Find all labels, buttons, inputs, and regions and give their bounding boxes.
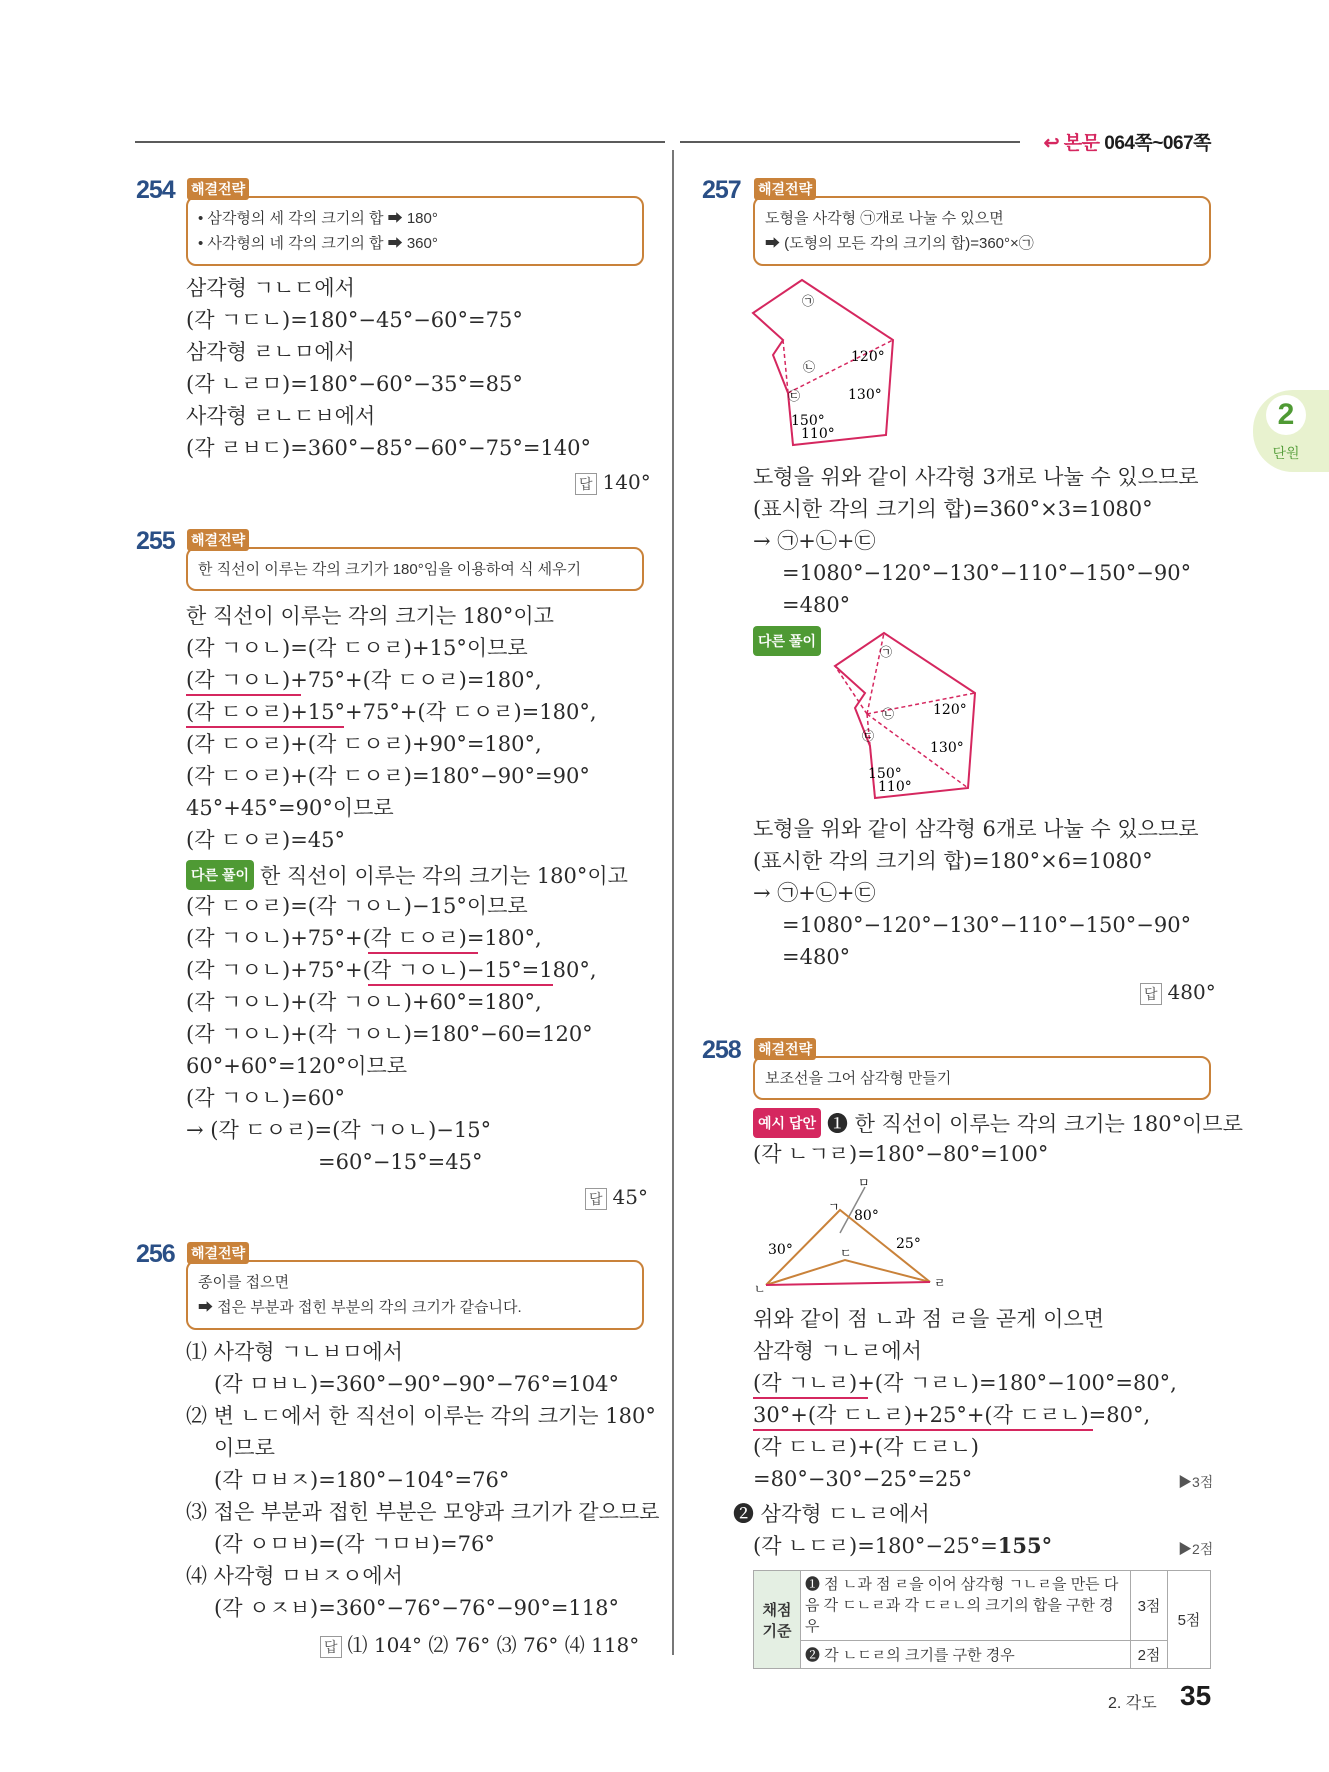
solution-line: (각 ㄱㄷㄴ)=180°−45°−60°=75° <box>186 308 523 332</box>
solution-line: 삼각형 ㄹㄴㅁ에서 <box>186 340 355 364</box>
strategy-box <box>186 196 644 266</box>
auxiliary-line <box>766 1282 930 1285</box>
answer-label: 답 <box>320 1636 342 1658</box>
figure-concave-quadrilateral <box>750 1175 950 1295</box>
solution-line: ⑶ 접은 부분과 접힌 부분은 모양과 크기가 같으므로 <box>186 1500 660 1524</box>
header-rule-right <box>680 141 1020 143</box>
solution-line: 45°+45°=90°이므로 <box>186 796 394 820</box>
alt-solution-tag: 다른 풀이 <box>186 860 254 890</box>
dashed-divider <box>867 714 875 798</box>
strategy-line: 보조선을 그어 삼각형 만들기 <box>765 1070 952 1087</box>
solution-line: ⑵ 변 ㄴㄷ에서 한 직선이 이루는 각의 크기는 180° <box>186 1404 656 1428</box>
unit-number: 2 <box>1266 395 1306 435</box>
solution-line: 이므로 <box>214 1436 275 1460</box>
score-marker: ▶3점 <box>1178 1474 1214 1490</box>
solution-line: (각 ㄷㅇㄹ)+(각 ㄷㅇㄹ)=180°−90°=90° <box>186 764 590 788</box>
strategy-line: 도형을 사각형 ㉠개로 나눌 수 있으면 <box>765 210 1004 227</box>
solution-line: (각 ㄱㅇㄴ)=60° <box>186 1086 346 1110</box>
solution-line: (표시한 각의 크기의 합)=180°×6=1080° <box>753 849 1153 873</box>
solution-line: (각 ㄱㅇㄴ)+75°+(각 ㄷㅇㄹ)=180°, <box>186 668 542 692</box>
solution-line: 삼각형 ㄱㄴㄷ에서 <box>186 276 355 300</box>
fig-label: 110° <box>878 779 912 795</box>
answer-label: 답 <box>1140 983 1162 1005</box>
step-1-text: ❶ 한 직선이 이루는 각의 크기는 180°이므로 <box>827 1112 1243 1136</box>
answer <box>575 470 651 495</box>
fig-label: ㄱ <box>828 1200 840 1214</box>
grading-score: 3점 <box>1131 1571 1168 1641</box>
strategy-line: • 삼각형의 세 각의 크기의 합 ➡ 180° <box>198 210 438 227</box>
fig-label: ㅁ <box>858 1176 870 1190</box>
figure-quadrilaterals <box>748 275 908 455</box>
solution-line: (각 ㄱㅇㄴ)+(각 ㄱㅇㄴ)+60°=180°, <box>186 990 542 1014</box>
solution-line: 도형을 위와 같이 사각형 3개로 나눌 수 있으므로 <box>753 465 1199 489</box>
strategy-tag: 해결전략 <box>754 1038 816 1060</box>
answer <box>1140 980 1216 1005</box>
fig-label: ㄴ <box>754 1282 766 1295</box>
fig-label: ㉠ <box>880 645 893 659</box>
fig-label: ㉡ <box>882 707 895 721</box>
fig-label: 130° <box>930 740 964 756</box>
answer-label: 답 <box>585 1188 607 1210</box>
answer <box>320 1629 639 1658</box>
return-arrow-icon: ↩ <box>1043 133 1059 154</box>
solution-line: =480° <box>782 593 851 617</box>
strategy-line: ➡ 접은 부분과 접힌 부분의 각의 크기가 같습니다. <box>198 1299 522 1316</box>
solution-line: ⑴ 사각형 ㄱㄴㅂㅁ에서 <box>186 1340 403 1364</box>
solution-line: =80°−30°−25°=25° <box>753 1467 973 1491</box>
reference-prefix: 본문 <box>1063 133 1100 154</box>
answer-value: 140° <box>602 470 651 494</box>
strategy-tag: 해결전략 <box>187 529 249 551</box>
highlight-underline <box>753 1429 1093 1431</box>
header-rule-left <box>135 141 665 143</box>
page-number: 35 <box>1180 1680 1212 1711</box>
final-line <box>753 1532 1052 1560</box>
solution-line: (각 ㄷㅇㄹ)+(각 ㄷㅇㄹ)+90°=180°, <box>186 732 542 756</box>
textbook-page-reference <box>1044 128 1211 155</box>
grading-label: 채점 기준 <box>754 1571 801 1669</box>
final-value: 155° <box>997 1533 1053 1558</box>
alt-line-text: 한 직선이 이루는 각의 크기는 180°이고 <box>260 864 628 888</box>
fig-label: 130° <box>848 387 882 403</box>
score-marker: ▶2점 <box>1178 1541 1214 1557</box>
strategy-line: 한 직선이 이루는 각의 크기가 180°임을 이용하여 식 세우기 <box>198 561 582 578</box>
solution-line: 60°+60°=120°이므로 <box>186 1054 408 1078</box>
fig-label: 150° <box>791 413 825 429</box>
fig-label: 80° <box>854 1208 879 1224</box>
step-2-line: ❷ 삼각형 ㄷㄴㄹ에서 <box>733 1502 930 1526</box>
solution-line: (각 ㅁㅂㄴ)=360°−90°−90°−76°=104° <box>214 1372 620 1396</box>
solution-line: (각 ㄱㅇㄴ)+75°+(각 ㄷㅇㄹ)=180°, <box>186 926 542 950</box>
strategy-line: ➡ (도형의 모든 각의 크기의 합)=360°×㉠ <box>765 235 1034 252</box>
solution-line: 도형을 위와 같이 삼각형 6개로 나눌 수 있으므로 <box>753 817 1199 841</box>
solution-line: =480° <box>782 945 851 969</box>
strategy-box <box>753 196 1211 266</box>
solution-line: (각 ㄱㅇㄴ)+(각 ㄱㅇㄴ)=180°−60=120° <box>186 1022 593 1046</box>
alt-solution-tag: 다른 풀이 <box>753 626 821 656</box>
highlight-underline <box>186 694 301 696</box>
answer-value: ⑴ 104° ⑵ 76° ⑶ 76° ⑷ 118° <box>347 1633 640 1657</box>
solution-line: (각 ㄷㄴㄹ)+(각 ㄷㄹㄴ) <box>753 1435 980 1459</box>
strategy-line: • 사각형의 네 각의 크기의 합 ➡ 360° <box>198 235 438 252</box>
solution-line: (각 ㅇㅁㅂ)=(각 ㄱㅁㅂ)=76° <box>214 1532 495 1556</box>
strategy-line: 종이를 접으면 <box>198 1274 290 1291</box>
solution-line: (각 ㄷㅇㄹ)=(각 ㄱㅇㄴ)−15°이므로 <box>186 894 528 918</box>
reference-range: 064쪽~067쪽 <box>1104 133 1211 154</box>
solution-line: (각 ㄷㅇㄹ)=45° <box>186 828 346 852</box>
fig-label: ㄷ <box>840 1246 852 1260</box>
answer-label: 답 <box>575 473 597 495</box>
strategy-tag: 해결전략 <box>187 178 249 200</box>
solution-line: (각 ㅁㅂㅈ)=180°−104°=76° <box>214 1468 510 1492</box>
example-answer-tag: 예시 답안 <box>753 1108 821 1138</box>
problem-number: 254 <box>136 176 175 204</box>
fig-label: ㉠ <box>802 294 815 308</box>
problem-number: 255 <box>136 527 175 555</box>
solution-line: → (각 ㄷㅇㄹ)=(각 ㄱㅇㄴ)−15° <box>186 1118 492 1142</box>
fig-label: ㉢ <box>788 389 801 403</box>
figure-triangles <box>830 628 990 808</box>
alt-solution-line <box>753 626 827 656</box>
solution-line: =60°−15°=45° <box>318 1150 483 1174</box>
answer-value: 480° <box>1167 980 1216 1004</box>
answer-value: 45° <box>612 1185 648 1209</box>
strategy-box <box>753 1056 1211 1100</box>
alt-solution-line <box>186 860 628 890</box>
solution-line: (각 ㄴㄹㅁ)=180°−60°−35°=85° <box>186 372 523 396</box>
fig-label: 120° <box>851 349 885 365</box>
step-1-line <box>753 1108 1243 1138</box>
solution-line: → ㉠+㉡+㉢ <box>753 881 876 905</box>
fig-label: 30° <box>768 1242 793 1258</box>
fig-label: ㉡ <box>803 360 816 374</box>
solution-line: 삼각형 ㄱㄴㄹ에서 <box>753 1339 922 1363</box>
fig-label: 120° <box>933 702 967 718</box>
column-divider <box>672 150 674 1655</box>
highlight-underline <box>368 984 553 986</box>
strategy-box <box>186 547 644 591</box>
strategy-tag: 해결전략 <box>754 178 816 200</box>
solution-line: (각 ㅇㅈㅂ)=360°−76°−76°−90°=118° <box>214 1596 620 1620</box>
solution-line: 사각형 ㄹㄴㄷㅂ에서 <box>186 404 376 428</box>
solution-line: 30°+(각 ㄷㄴㄹ)+25°+(각 ㄷㄹㄴ)=80°, <box>753 1403 1151 1427</box>
solution-line: (각 ㄱㄴㄹ)+(각 ㄱㄹㄴ)=180°−100°=80°, <box>753 1371 1177 1395</box>
solution-line: =1080°−120°−130°−110°−150°−90° <box>782 913 1192 937</box>
strategy-tag: 해결전략 <box>187 1242 249 1264</box>
problem-number: 258 <box>702 1036 741 1064</box>
footer-chapter: 2. 각도 <box>1108 1695 1157 1712</box>
solution-line: (각 ㄱㅇㄴ)=(각 ㄷㅇㄹ)+15°이므로 <box>186 636 528 660</box>
highlight-underline <box>753 1397 868 1399</box>
strategy-box <box>186 1260 644 1330</box>
problem-number: 256 <box>136 1240 175 1268</box>
solution-line: ⑷ 사각형 ㅁㅂㅈㅇ에서 <box>186 1564 403 1588</box>
grading-criterion: ❶ 점 ㄴ과 점 ㄹ을 이어 삼각형 ㄱㄴㄹ을 만든 다음 각 ㄷㄴㄹ과 각 ㄷㄹㄴ의 크기의 합을 구한 경우 <box>801 1571 1131 1641</box>
solution-line: (각 ㄴㄱㄹ)=180°−80°=100° <box>753 1142 1049 1166</box>
unit-label: 단원 <box>1272 445 1300 461</box>
solution-line: (각 ㄱㅇㄴ)+75°+(각 ㄱㅇㄴ)−15°=180°, <box>186 958 597 982</box>
solution-line: (각 ㄷㅇㄹ)+15°+75°+(각 ㄷㅇㄹ)=180°, <box>186 700 597 724</box>
problem-number: 257 <box>702 176 741 204</box>
fig-label: ㉢ <box>862 729 875 743</box>
solution-line: 한 직선이 이루는 각의 크기는 180°이고 <box>186 604 554 628</box>
grading-table <box>753 1570 1211 1669</box>
highlight-underline <box>186 726 344 728</box>
fig-label: 110° <box>801 426 835 442</box>
solution-line: → ㉠+㉡+㉢ <box>753 529 876 553</box>
fig-label: ㄹ <box>934 1276 946 1290</box>
final-expression: (각 ㄴㄷㄹ)=180°−25°= <box>753 1534 998 1558</box>
fig-label: 25° <box>896 1236 921 1252</box>
solution-line: 위와 같이 점 ㄴ과 점 ㄹ을 곧게 이으면 <box>753 1307 1105 1331</box>
grading-criterion: ❷ 각 ㄴㄷㄹ의 크기를 구한 경우 <box>801 1641 1131 1669</box>
solution-line: (각 ㄹㅂㄷ)=360°−85°−60°−75°=140° <box>186 436 592 460</box>
highlight-underline <box>368 952 478 954</box>
solution-line: (표시한 각의 크기의 합)=360°×3=1080° <box>753 497 1153 521</box>
answer <box>585 1185 648 1210</box>
solution-line: =1080°−120°−130°−110°−150°−90° <box>782 561 1192 585</box>
grading-total: 5점 <box>1168 1571 1211 1669</box>
grading-score: 2점 <box>1131 1641 1168 1669</box>
fig-label: 150° <box>868 766 902 782</box>
